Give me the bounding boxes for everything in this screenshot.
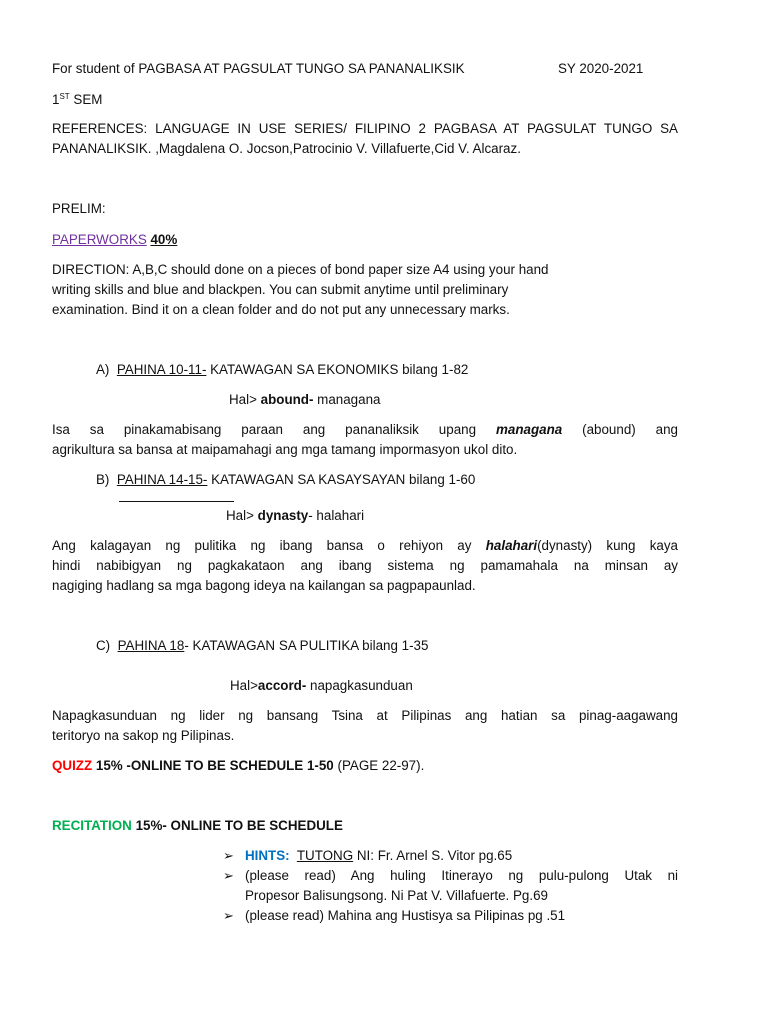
hint-item-2-line-1: (please read) Ang huling Itinerayo ng pulu-pulong Utak ni xyxy=(245,868,678,883)
item-b-hal-rest: - halahari xyxy=(308,508,365,523)
item-a-example-em: managana xyxy=(495,422,563,437)
semester-word: SEM xyxy=(73,92,103,107)
item-a-hal-rest: managana xyxy=(313,392,381,407)
school-year: SY 2020-2021 xyxy=(558,61,644,76)
item-a-page-ref: PAHINA 10-11- xyxy=(116,362,207,377)
item-a-example-line-1 xyxy=(52,423,678,436)
item-c-text: - KATAWAGAN SA PULITIKA bilang 1-35 xyxy=(184,638,429,653)
item-a-heading xyxy=(96,363,468,376)
hint-1-rest: NI: Fr. Arnel S. Vitor pg.65 xyxy=(353,848,513,863)
item-b-hal-word: dynasty xyxy=(257,508,309,523)
item-b-example-post: (dynasty) kung kaya xyxy=(537,538,678,553)
direction-line-3: examination. Bind it on a clean folder and do not put any unnecessary marks. xyxy=(52,302,510,317)
item-c-example-line-1: Napagkasunduan ng lider ng bansang Tsina at Pilipinas ang hatian sa pinag-aagawang xyxy=(52,708,678,723)
blank-underline xyxy=(119,501,234,502)
item-c-hal-rest: napagkasunduan xyxy=(306,678,413,693)
item-c-page-ref: PAHINA 18 xyxy=(117,638,185,653)
arrow-bullet-icon: ➢ xyxy=(223,848,234,863)
prelim-heading: PRELIM: xyxy=(52,201,106,216)
semester xyxy=(52,93,102,106)
references-line-2: PANANALIKSIK. ,Magdalena O. Jocson,Patrocinio V. Villafuerte,Cid V. Alcaraz. xyxy=(52,141,521,156)
item-b-example-pre: Ang kalagayan ng pulitika ng ibang bansa o rehiyon ay xyxy=(52,538,486,553)
quizz-page-range: (PAGE 22-97). xyxy=(333,758,425,773)
arrow-bullet-icon: ➢ xyxy=(223,868,234,883)
item-c-heading xyxy=(96,639,428,652)
item-c-hal-word: accord- xyxy=(257,678,307,693)
item-b-marker: B) xyxy=(96,472,110,487)
semester-number: 1 xyxy=(52,92,60,107)
course-header xyxy=(52,62,465,75)
paperworks-percent: 40% xyxy=(150,232,178,247)
references-line-1: REFERENCES: LANGUAGE IN USE SERIES/ FILIPINO 2 PAGBASA AT PAGSULAT TUNGO SA xyxy=(52,121,678,136)
item-a-hal-prefix: Hal> xyxy=(229,392,261,407)
recitation-line xyxy=(52,819,343,832)
item-a-example-pre: Isa sa pinakamabisang paraan ang pananaliksik upang xyxy=(52,422,496,437)
quizz-bold-text: 15% -ONLINE TO BE SCHEDULE 1-50 xyxy=(92,758,334,773)
recitation-label: RECITATION xyxy=(52,818,132,833)
quizz-line xyxy=(52,759,424,772)
for-student-text: For student of PAGBASA AT PAGSULAT TUNGO SA PANANALIKSIK xyxy=(52,61,465,76)
item-a-example-line-2: agrikultura sa bansa at maipamahagi ang mga tamang impormasyon ukol dito. xyxy=(52,442,518,457)
item-b-page-ref: PAHINA 14-15- xyxy=(116,472,208,487)
item-b-example-line-1 xyxy=(52,539,678,552)
item-b-heading xyxy=(96,473,475,486)
quizz-label: QUIZZ xyxy=(52,758,93,773)
item-b-hal-prefix: Hal> xyxy=(226,508,258,523)
paperworks-label: PAPERWORKS xyxy=(52,232,147,247)
hint-1-title: TUTONG xyxy=(296,848,354,863)
item-b-example-line-2: hindi nabibigyan ng pagkakataon ang ibang sistema ng pamamahala na minsan ay xyxy=(52,558,678,573)
item-c-marker: C) xyxy=(96,638,111,653)
item-a-example-word xyxy=(229,393,380,406)
item-a-example-post: (abound) ang xyxy=(562,422,678,437)
semester-superscript: ST xyxy=(59,92,70,101)
hints-label: HINTS: xyxy=(245,848,290,863)
item-a-text: KATAWAGAN SA EKONOMIKS bilang 1-82 xyxy=(206,362,469,377)
item-c-hal-prefix: Hal> xyxy=(230,678,258,693)
direction-line-1: DIRECTION: A,B,C should done on a pieces of bond paper size A4 using your hand xyxy=(52,262,549,277)
item-b-example-line-3: nagiging hadlang sa mga bagong ideya na kailangan sa pagpapaunlad. xyxy=(52,578,476,593)
hint-item-2-line-2: Propesor Balisungsong. Ni Pat V. Villafuerte. Pg.69 xyxy=(245,888,548,903)
item-a-marker: A) xyxy=(96,362,110,377)
item-b-example-word xyxy=(226,509,364,522)
item-c-example-word xyxy=(230,679,413,692)
hint-item-3: (please read) Mahina ang Hustisya sa Pilipinas pg .51 xyxy=(245,908,566,923)
direction-line-2: writing skills and blue and blackpen. You can submit anytime until preliminary xyxy=(52,282,509,297)
item-a-hal-word: abound- xyxy=(260,392,314,407)
hint-item-1 xyxy=(245,849,512,862)
recitation-bold-text: 15%- ONLINE TO BE SCHEDULE xyxy=(131,818,343,833)
arrow-bullet-icon: ➢ xyxy=(223,908,234,923)
item-c-example-line-2: teritoryo na sakop ng Pilipinas. xyxy=(52,728,235,743)
item-b-example-em: halahari xyxy=(485,538,538,553)
paperworks-heading xyxy=(52,233,177,246)
item-b-text: KATAWAGAN SA KASAYSAYAN bilang 1-60 xyxy=(207,472,476,487)
